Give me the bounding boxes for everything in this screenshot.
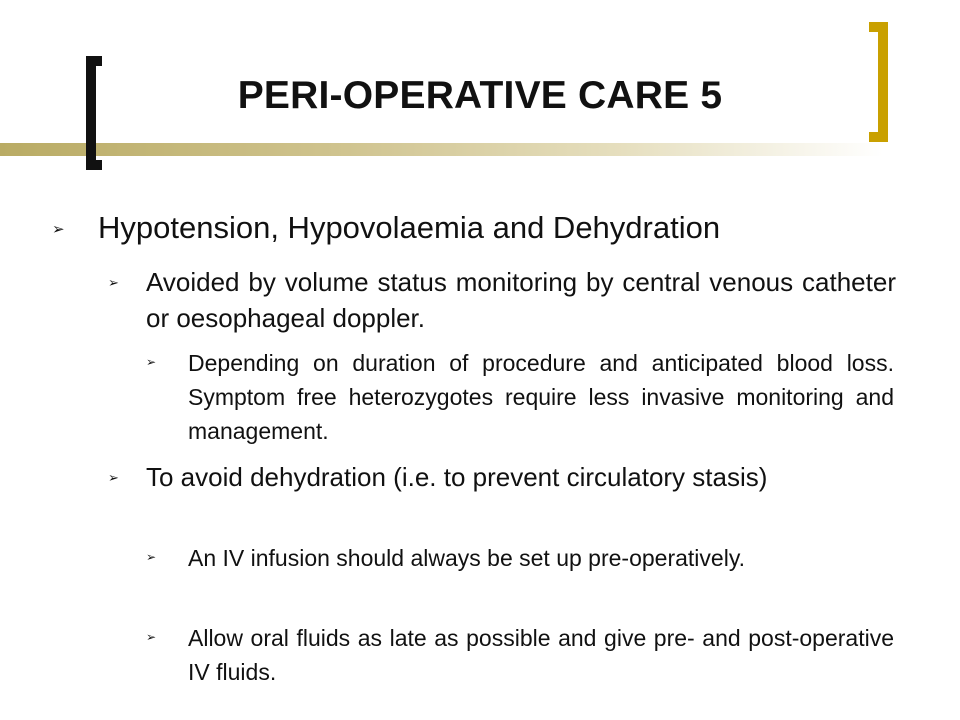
arrow-bullet-icon: ➢ [52, 221, 65, 238]
slide-title: PERI-OPERATIVE CARE 5 [237, 74, 723, 117]
bullet-text: Hypotension, Hypovolaemia and Dehydration [98, 210, 721, 245]
bullet-text: Depending on duration of procedure and anticipated blood loss. Symptom free heterozygotes require less invasive monitoring and management. [188, 350, 894, 444]
bullet-level2 [108, 264, 896, 336]
title-accent-band [0, 143, 960, 156]
arrow-bullet-icon: ➢ [146, 550, 157, 564]
bullet-text: To avoid dehydration (i.e. to prevent circulatory stasis) [146, 462, 768, 492]
bullet-level3 [146, 541, 894, 575]
bullet-text: Avoided by volume status monitoring by central venous catheter or oesophageal doppler. [146, 267, 896, 333]
bullet-text: Allow oral fluids as late as possible and give pre- and post-operative IV fluids. [188, 625, 894, 685]
arrow-bullet-icon: ➢ [108, 275, 119, 290]
arrow-bullet-icon: ➢ [108, 470, 119, 485]
bullet-level1 [52, 208, 902, 248]
bullet-level2 [108, 459, 896, 495]
arrow-bullet-icon: ➢ [146, 355, 157, 369]
bullet-text: An IV infusion should always be set up pre-operatively. [188, 545, 745, 571]
bullet-level3 [146, 346, 894, 448]
arrow-bullet-icon: ➢ [146, 630, 157, 644]
bullet-level3 [146, 621, 894, 689]
